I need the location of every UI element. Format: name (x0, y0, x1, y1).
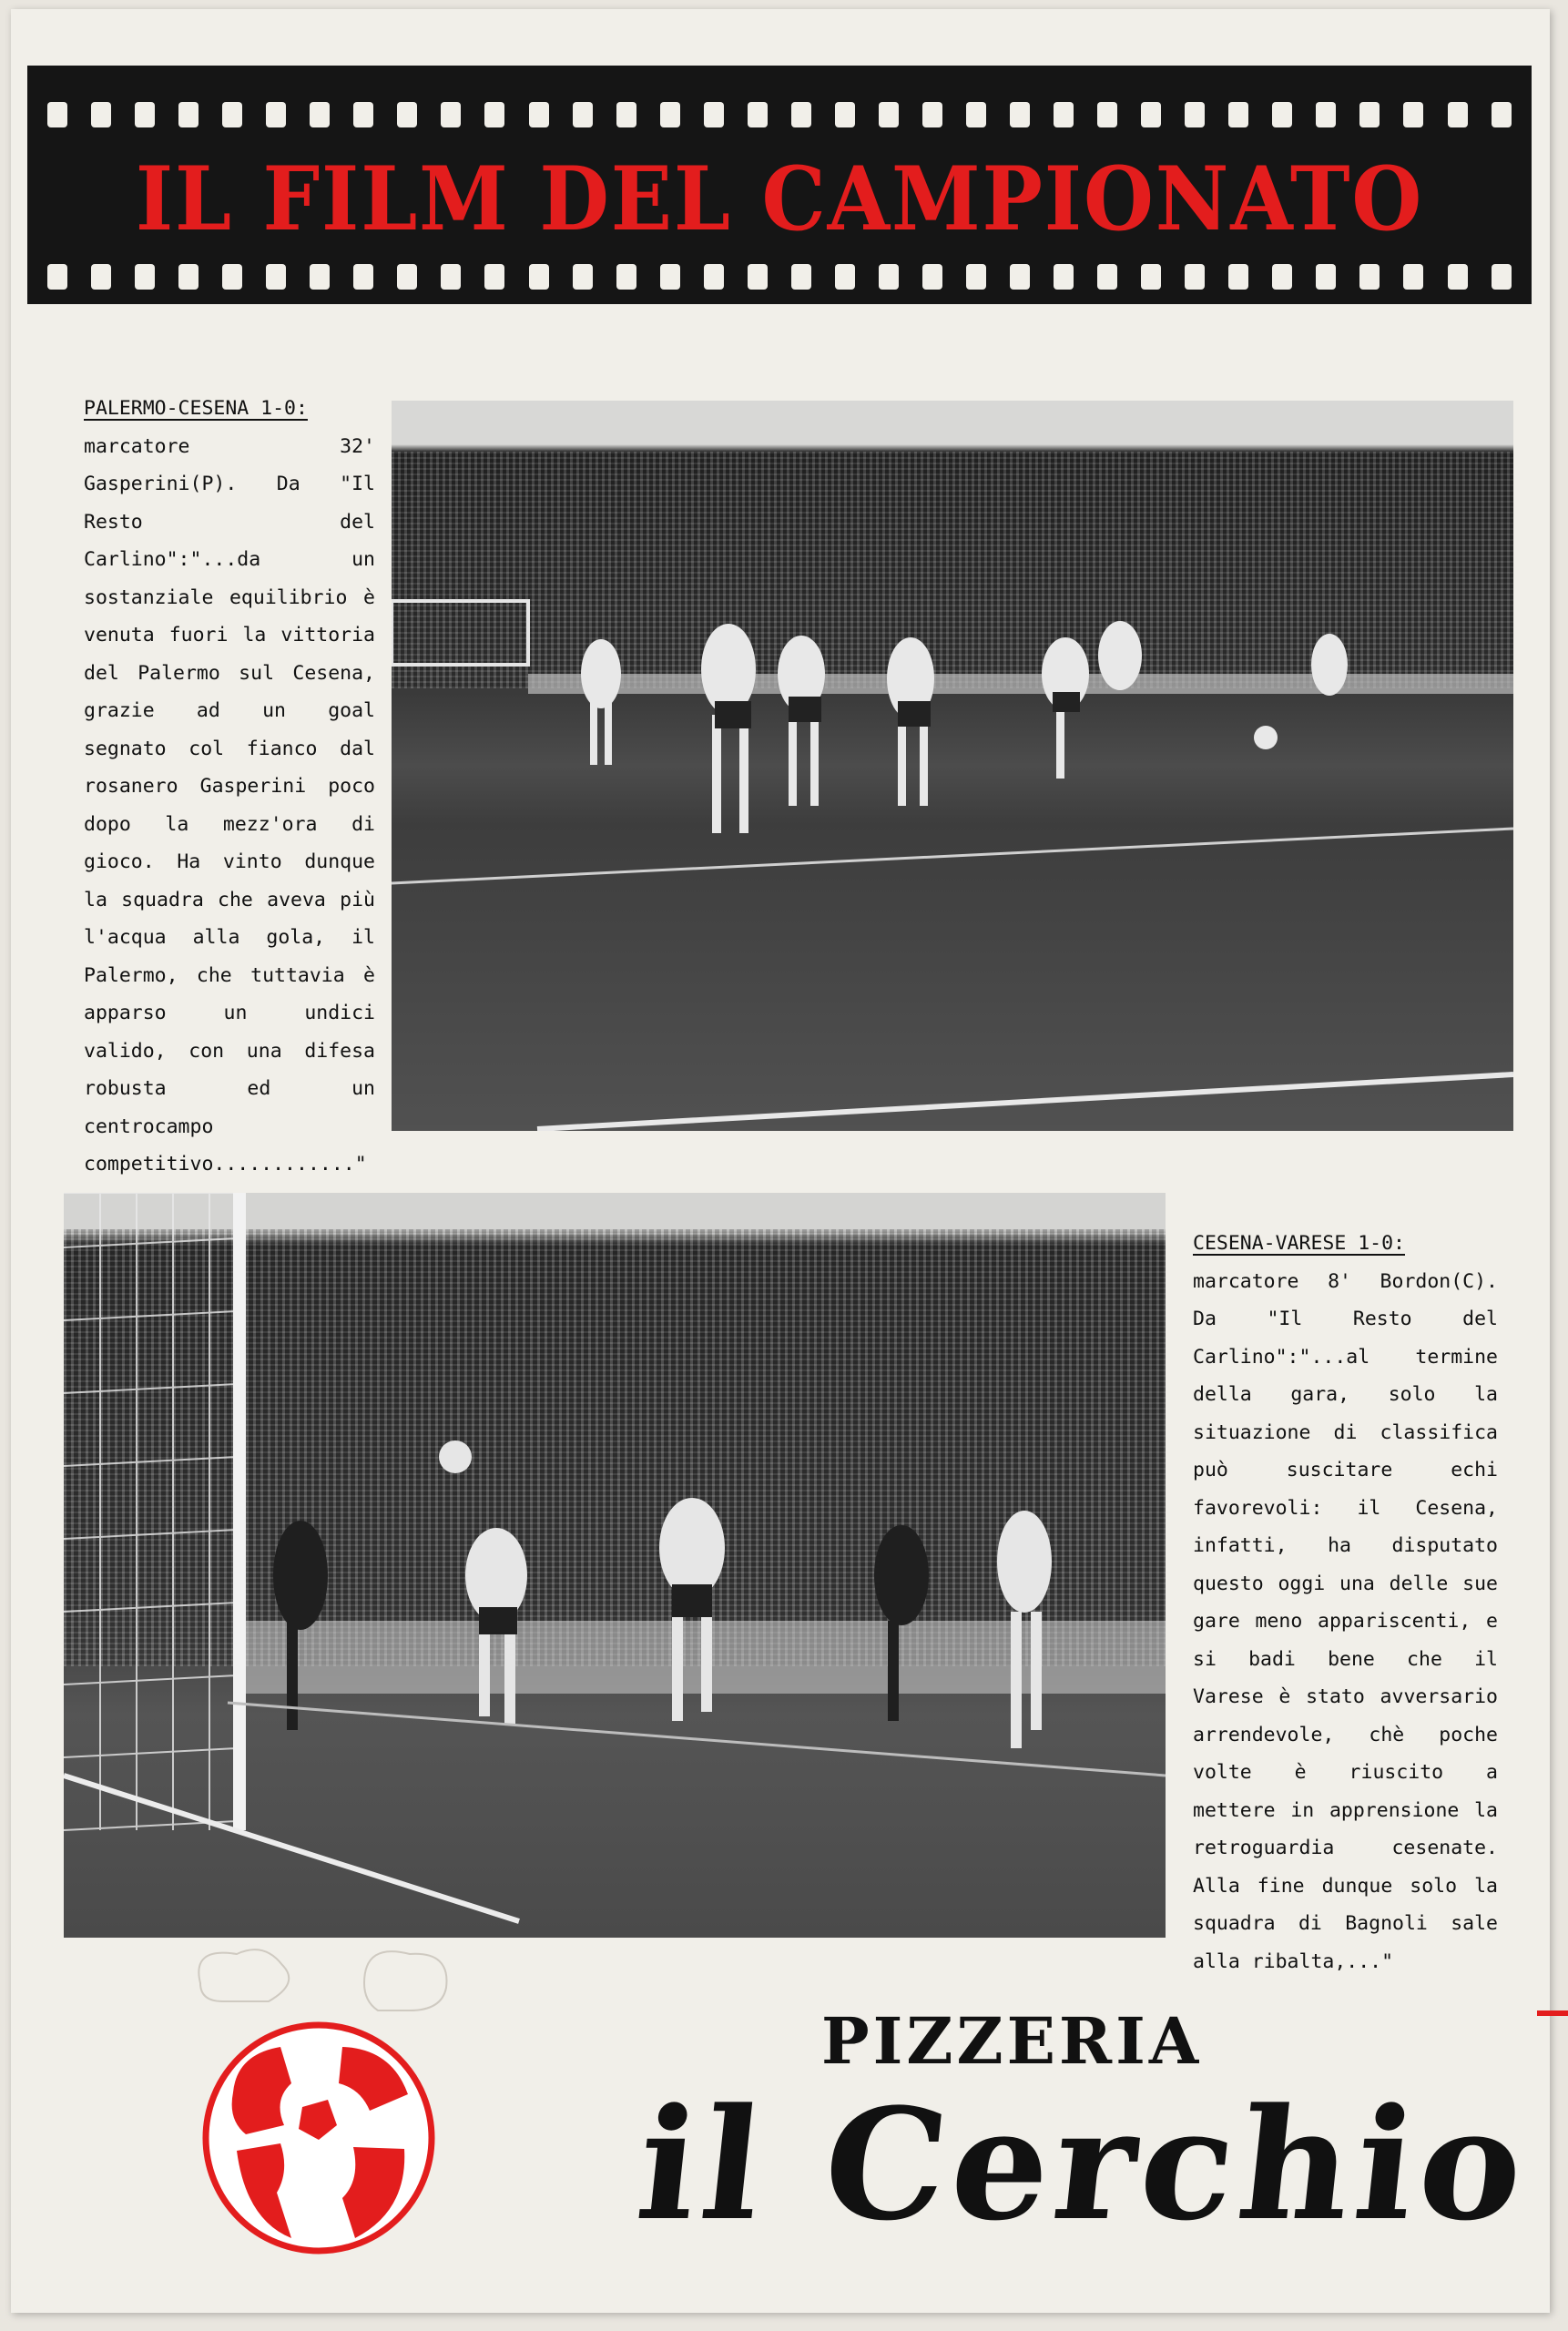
film-perforations-top (47, 102, 1512, 129)
article-cesena-varese (1193, 1225, 1498, 1980)
advert-restaurant-name: il Cerchio (629, 2074, 1537, 2255)
red-edge-mark (1537, 2010, 1568, 2016)
magazine-page (11, 9, 1550, 2313)
match-photo-palermo-cesena (392, 401, 1513, 1131)
article-heading: CESENA-VARESE 1-0: (1193, 1232, 1405, 1255)
advert-pizzeria-label: PIZZERIA (821, 2003, 1203, 2079)
article-body: marcatore 8' Bordon(C). Da "Il Resto del Carlino":"...al termine della gara, solo la situazione di classifica può suscitare echi favorevoli: il Cesena, infatti, ha disputato questo oggi una delle sue gare meno appariscenti, e si badi bene che il Varese è stato avversario arrendevole, chè poche volte è riuscito a mettere in apprensione la retroguardia cesenate. Alla fine dunque solo la squadra di Bagnoli sale alla ribalta,..." (1193, 1269, 1498, 1973)
match-photo-cesena-varese (64, 1193, 1166, 1938)
article-body: marcatore 32' Gasperini(P). Da "Il Resto del Carlino":"...da un sostanziale equilibrio è venuta fuori la vittoria del Palermo sul Cesena, grazie ad un goal segnato col fianco dal rosanero Gasperini poco dopo la mezz'ora di gioco. Ha vinto dunque la squadra che aveva più l'acqua alla gola, il Palermo, che tuttavia è apparso un undici valido, con una difesa robusta ed un centrocampo competitivo............" (84, 434, 375, 1176)
banner-title: IL FILM DEL CAMPIONATO (135, 148, 1424, 250)
article-heading: PALERMO-CESENA 1-0: (84, 397, 308, 420)
pizzeria-logo (182, 1947, 473, 2256)
article-palermo-cesena (84, 390, 375, 1184)
film-strip-banner (27, 66, 1532, 304)
film-perforations-bottom (47, 264, 1512, 291)
